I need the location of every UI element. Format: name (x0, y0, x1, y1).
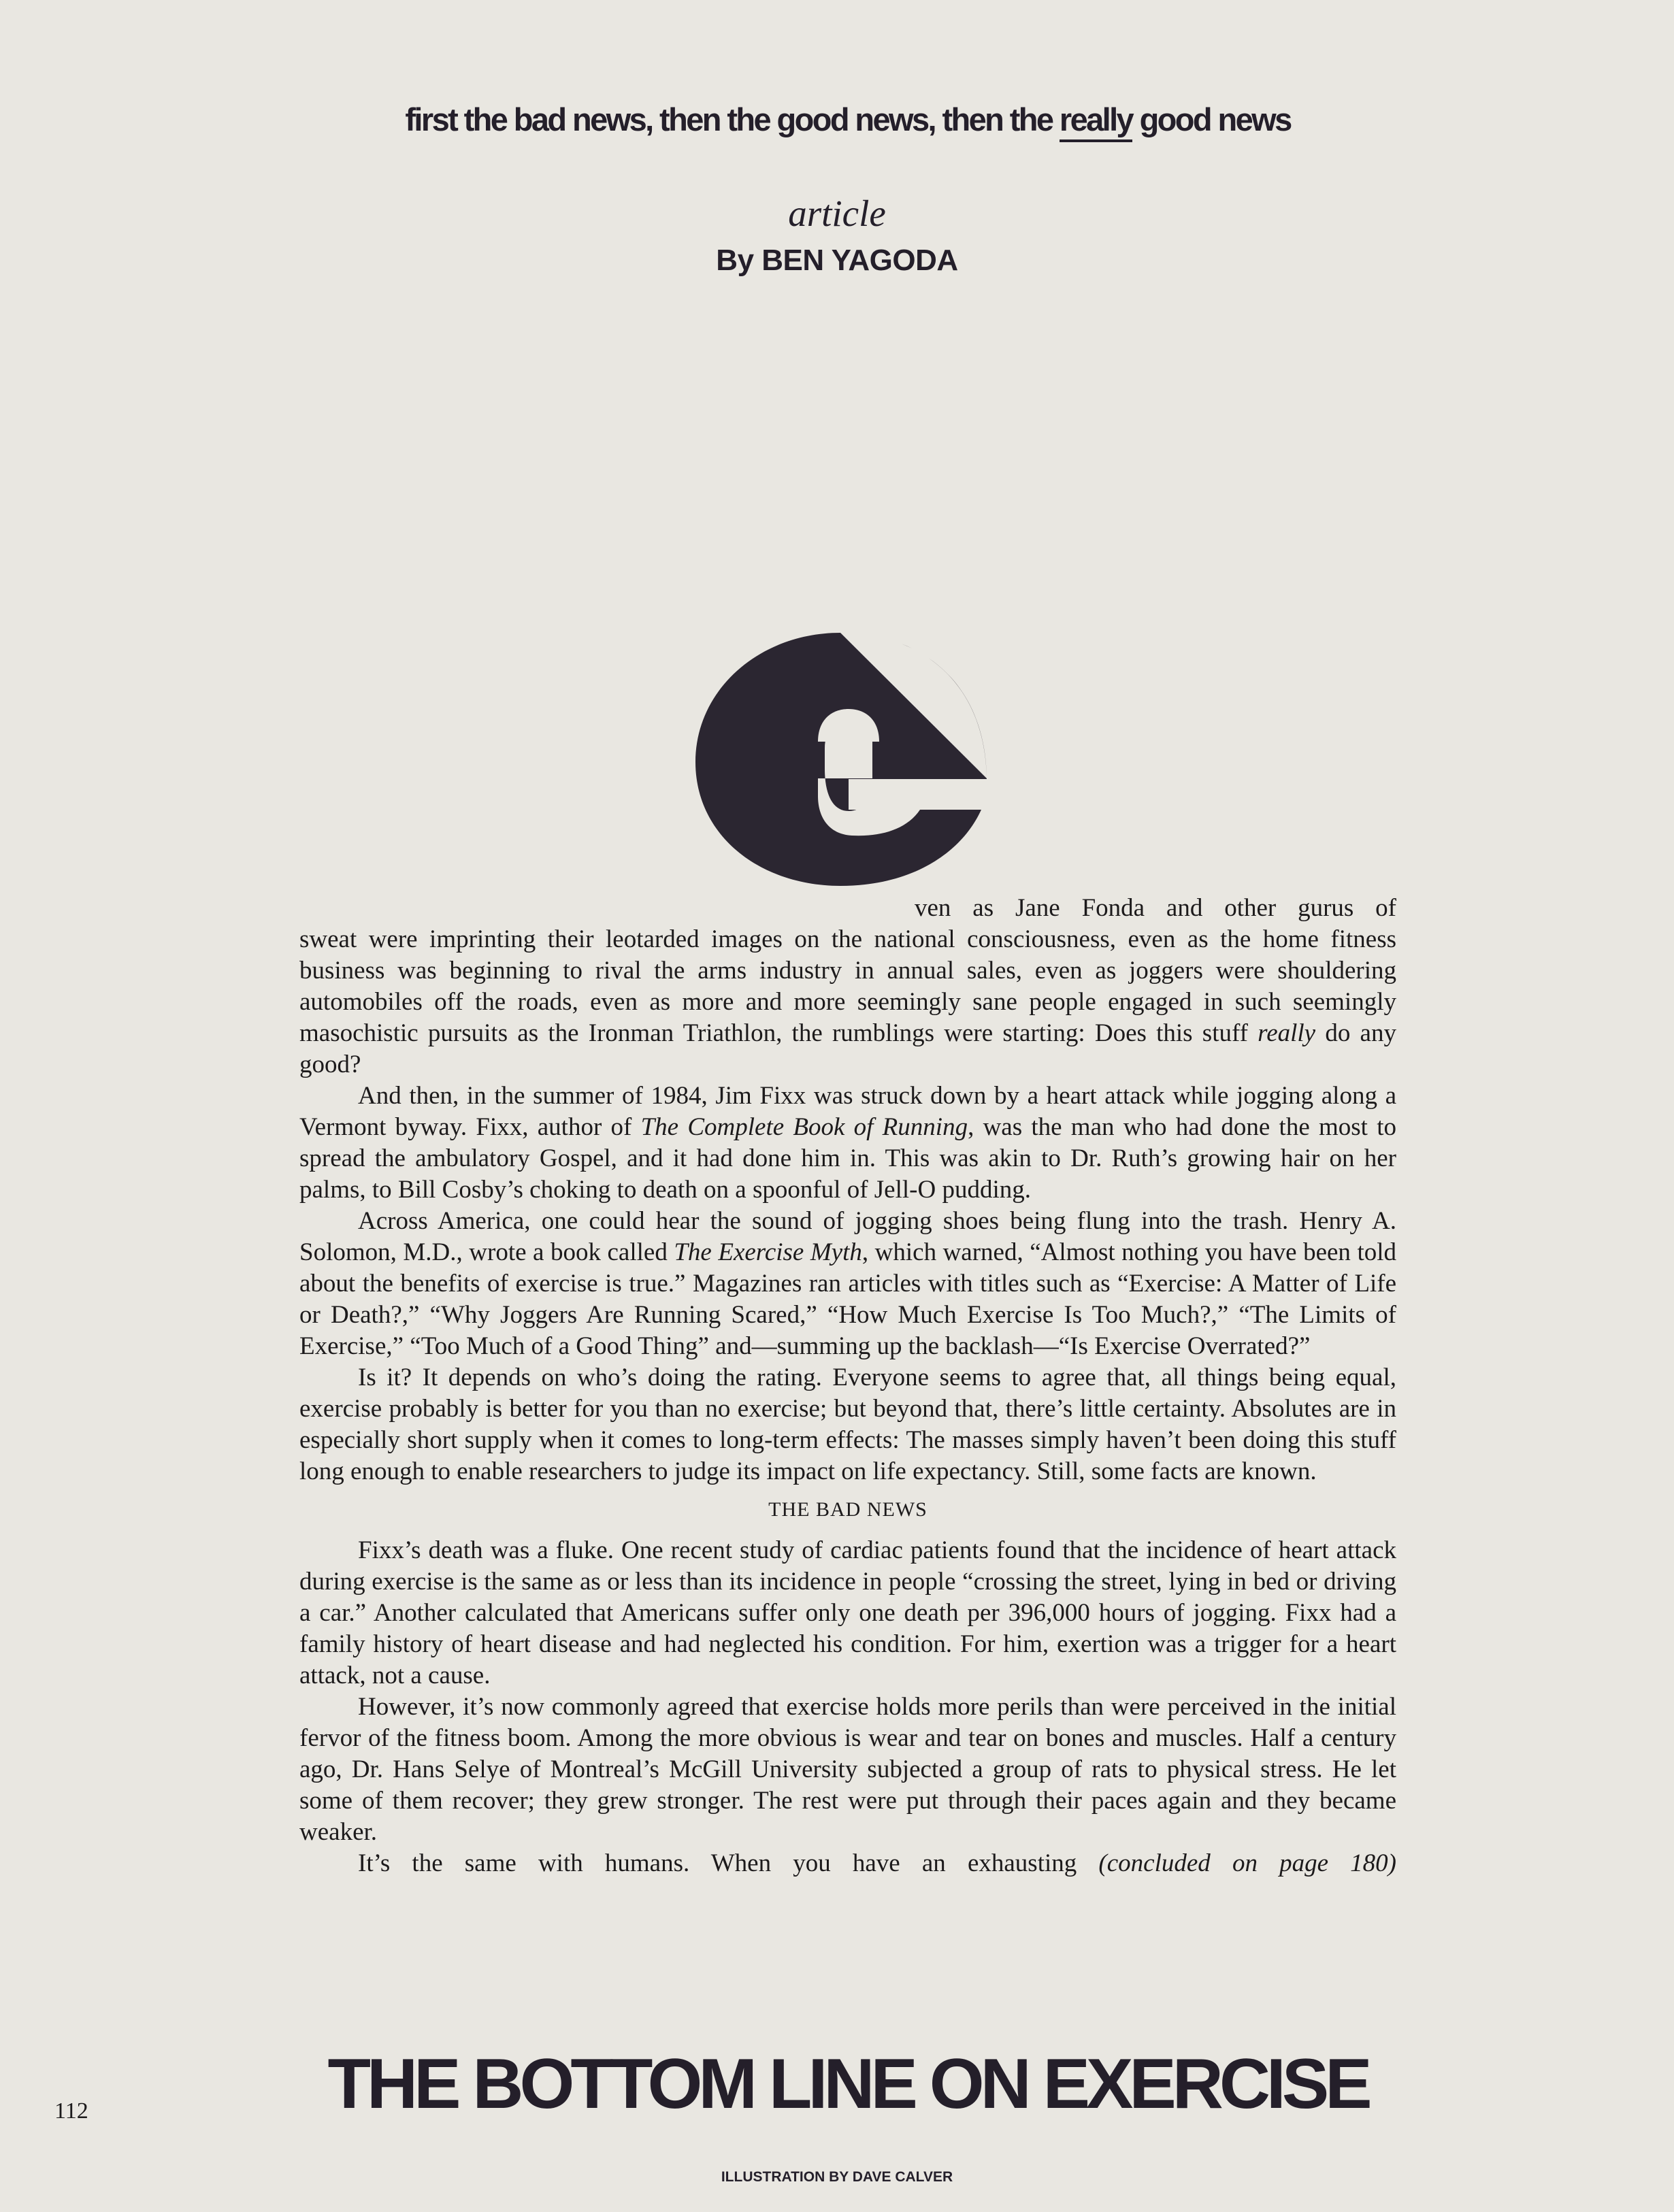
paragraph: However, it’s now commonly agreed that exercise holds more perils than were perceived in the initial fervor of the fitness boom. Among the more obvious is wear and tear on bones and muscles. Half a century ago, Dr. Hans Selye of Montreal’s McGill University subjected a group of rats to physical stress. He let some of them recover; they grew stronger. The rest were put through their paces again and they became weaker. (299, 1693, 1396, 1846)
section-label: article (788, 193, 886, 234)
book-title: The Exercise Myth (674, 1238, 862, 1266)
kicker-after: good news (1132, 101, 1291, 137)
headline: THE BOTTOM LINE ON EXERCISE (327, 2045, 1368, 2124)
paragraph: Is it? It depends on who’s doing the rating. Everyone seems to agree that, all things being equal, exercise probably is better for you than no exercise; but beyond that, there’s little certainty. Absolutes are in especially short supply when it comes to long-term effects: The masses simply haven’t been doing this stuff long enough to enable researchers to judge its impact on life expectancy. Still, some facts are known. (299, 1364, 1396, 1485)
kicker (299, 101, 1396, 138)
continuation-note: (concluded on page 180) (1098, 1849, 1396, 1877)
page-number: 112 (54, 2098, 88, 2124)
paragraph: It’s the same with humans. When you have an exhausting (concluded on page 180) (358, 1849, 1396, 1877)
paragraph: ven as Jane Fonda and other gurus of sweat were imprinting their leotarded images on the national consciousness, even as the home fitness business was beginning to rival the arms industry in annual sales, even as joggers were shouldering automobiles off the roads, even as more and more seemingly sane people engaged in such seemingly masochistic pursuits as the Ironman Triathlon, the rumblings were starting: Does this stuff really do any good? (299, 894, 1396, 1078)
kicker-before: first the bad news, then the good news, then the (405, 101, 1060, 137)
book-title: The Complete Book of Running (640, 1113, 968, 1141)
dropcap-e (695, 633, 992, 886)
byline: By BEN YAGODA (716, 244, 958, 277)
illustration-credit: ILLUSTRATION BY DAVE CALVER (721, 2169, 953, 2185)
article-body (299, 893, 1396, 1879)
subhead: THE BAD NEWS (768, 1498, 928, 1521)
emphasis: really (1258, 1019, 1316, 1047)
kicker-emphasis: really (1059, 101, 1133, 137)
lead-line: ven as Jane Fonda and other gurus of (915, 894, 1396, 922)
paragraph: Fixx’s death was a fluke. One recent study of cardiac patients found that the incidence of heart attack during exercise is the same as or less than its incidence in people “crossing the street, lying in bed or driving a car.” Another calculated that Americans suffer only one death per 396,000 hours of jogging. Fixx had a family history of heart disease and had neglected his condition. For him, exertion was a trigger for a heart attack, not a cause. (299, 1536, 1396, 1689)
paragraph: Across America, one could hear the sound of jogging shoes being flung into the trash. Henry A. Solomon, M.D., wrote a book called The Exercise Myth, which warned, “Almost nothing you have been told about the benefits of exercise is true.” Magazines ran articles with titles such as “Exercise: A Matter of Life or Death?,” “Why Joggers Are Running Scared,” “How Much Exercise Is Too Much?,” “The Limits of Exercise,” “Too Much of a Good Thing” and—summing up the backlash—“Is Exercise Overrated?” (299, 1207, 1396, 1360)
paragraph: And then, in the summer of 1984, Jim Fixx was struck down by a heart attack while jogging along a Vermont byway. Fixx, author of The Complete Book of Running, was the man who had done the most to spread the ambulatory Gospel, and it had done him in. This was akin to Dr. Ruth’s growing hair on her palms, to Bill Cosby’s choking to death on a spoonful of Jell-O pudding. (299, 1082, 1396, 1204)
